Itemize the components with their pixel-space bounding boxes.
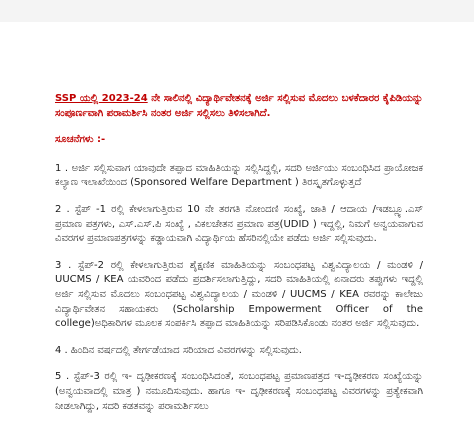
instruction-item-4: 4 . ಹಿಂದಿನ ವರ್ಷದಲ್ಲಿ ತೇರ್ಗಡೆಯಾದ ಸರಿಯಾದ ವಿವರಗಳನ್ನು ಸಲ್ಲಿಸುವುದು. bbox=[55, 344, 302, 356]
instructions-heading: ಸೂಚನೆಗಳು :- bbox=[55, 134, 106, 146]
instruction-item-3: 3 . ಸ್ಟೆಪ್-2 ರಲ್ಲಿ ಕೇಳಲಾಗುತ್ತಿರುವ ಶೈಕ್ಷಣಿಕ ಮಾಹಿತಿಯನ್ನು ಸಂಬಂಧಪಟ್ಟ ವಿಶ್ವವಿದ್ಯಾಲಯ / ಮಂಡಳಿ / UUCMS / KEA ಯವರಿಂದ ಪಡೆದು ಪ್ರದರ್ಶಿಸಲಾಗುತ್ತಿದ್ದು, ಸದರಿ ಮಾಹಿತಿಯಲ್ಲಿ ಏನಾದರು ತಪ್ಪುಗಳು ಇದ್ದಲ್ಲಿ ಅರ್ಜಿ ಸಲ್ಲಿಸುವ ಮೊದಲು ಸಂಬಂಧಪಟ್ಟ ವಿಶ್ವವಿದ್ಯಾಲಯ / ಮಂಡಳಿ / UUCMS / KEA ರವರನ್ನು ಕಾಲೇಜು ವಿದ್ಯಾರ್ಥಿವೇತನ ಸಹಾಯಕರು (Scholarship Empowerment Officer of the college)ಅಧಿಕಾರಿಗಳ ಮೂಲಕ ಸಂಪರ್ಕಿಸಿ ತಪ್ಪಾದ ಮಾಹಿತಿಯನ್ನು ಸರಿಪಡಿಸಿಕೊಂಡು ನಂತರ ಅರ್ಜಿ ಸಲ್ಲಿಸುವುದು. bbox=[55, 259, 423, 330]
instruction-item-5: 5 . ಸ್ಟೆಪ್-3 ರಲ್ಲಿ ಇ- ದೃಢೀಕರಣಕ್ಕೆ ಸಂಬಂಧಿಸಿದಂತೆ, ಸಂಬಂಧಪಟ್ಟ ಪ್ರಮಾಣಪತ್ರದ ಇ-ದೃಢೀಕರಣ ಸಂಖ್ಯೆಯನ್ನು (ಅನ್ವಯವಾದಲ್ಲಿ ಮಾತ್ರ ) ನಮೂದಿಸುವುದು. ಹಾಗೂ ಇ- ದೃಢೀಕರಣಕ್ಕೆ ಸಂಬಂಧಪಟ್ಟ ವಿವರಗಳನ್ನು ಪ್ರತ್ಯೇಕವಾಗಿ ನೀಡಲಾಗಿದ್ದು, ಸದರಿ ಕಡತವನ್ನು ಪರಾಮರ್ಶಿಸಲು bbox=[55, 371, 423, 412]
intro-prefix: SSP ಯಲ್ಲಿ 2023-24 bbox=[55, 93, 148, 104]
instruction-item-1: 1 . ಅರ್ಜಿ ಸಲ್ಲಿಸುವಾಗ ಯಾವುದೇ ತಪ್ಪಾದ ಮಾಹಿತಿಯನ್ನು ಸಲ್ಲಿಸಿದ್ದಲ್ಲಿ, ಸದರಿ ಅರ್ಜಿಯು ಸಂಬಂಧಿಸಿದ ಪ್ರಾಯೋಜಕ ಕಲ್ಯಾಣ ಇಲಾಖೆಯಿಂದ (Sponsored Welfare Department ) ತಿರಸ್ಕೃತಗೊಳ್ಳುತ್ತದೆ bbox=[55, 162, 423, 189]
document-content bbox=[55, 92, 423, 422]
intro-text: ನೇ ಸಾಲಿನಲ್ಲಿ ವಿದ್ಯಾರ್ಥಿವೇತನಕ್ಕೆ ಅರ್ಜಿ ಸಲ್ಲಿಸುವ ಮೊದಲು ಬಳಕೆದಾರರ ಕೈಪಿಡಿಯನ್ನು ಸಂಪೂರ್ಣವಾಗಿ ಪರಾಮರ್ಶಿಸಿ ನಂತರ ಅರ್ಜಿ ಸಲ್ಲಿಸಲು ತಿಳಿಸಲಾಗಿದೆ. bbox=[55, 93, 423, 119]
intro-notice bbox=[55, 92, 423, 121]
document-page bbox=[0, 22, 474, 422]
instruction-item-2: 2 . ಸ್ಟೆಪ್ -1 ರಲ್ಲಿ ಕೇಳಲಾಗುತ್ತಿರುವ 10 ನೇ ತರಗತಿ ನೋಂದಣಿ ಸಂಖ್ಯೆ, ಜಾತಿ / ಆದಾಯ /ಇಡಬ್ಲ್ಯೂ.ಎಸ್ ಪ್ರಮಾಣ ಪತ್ರಗಳು, ಎಸ್.ಎಸ್.ಪಿ ಸಂಖ್ಯೆ , ವಿಕಲಚೇತನ ಪ್ರಮಾಣ ಪತ್ರ(UDID ) ಇದ್ದಲ್ಲಿ, ನಿಮಗೆ ಅನ್ವಯವಾಗುವ ವಿವರಗಳ ಪ್ರಮಾಣಪತ್ರಗಳನ್ನು ಕಡ್ಡಾಯವಾಗಿ ವಿದ್ಯಾರ್ಥಿಯ ಹೆಸರಿನಲ್ಲಿಯೇ ಪಡೆದು ಅರ್ಜಿ ಸಲ್ಲಿಸುವುದು. bbox=[55, 203, 423, 245]
top-bar bbox=[0, 0, 474, 22]
